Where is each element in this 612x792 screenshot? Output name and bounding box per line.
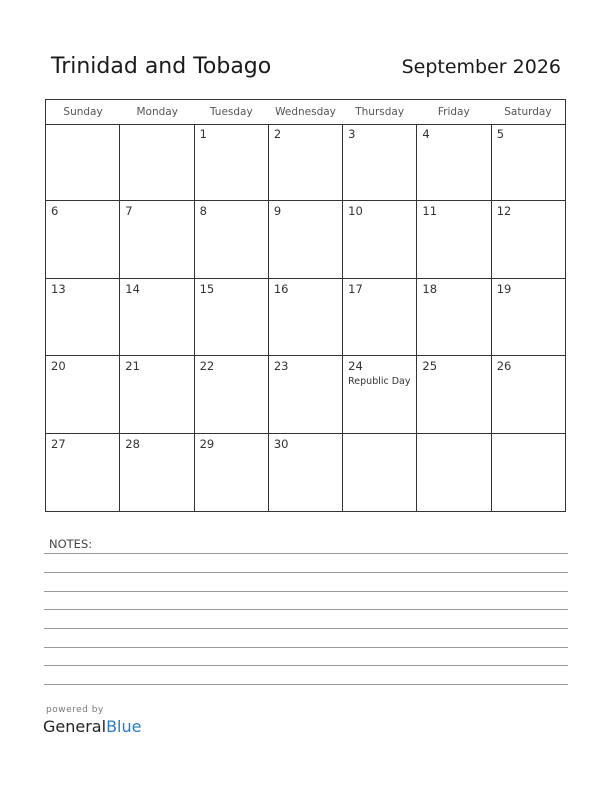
day-number: 11 (422, 204, 438, 219)
note-line (44, 684, 568, 685)
day-number: 4 (422, 127, 430, 141)
day-number: 13 (51, 281, 66, 296)
day-number: 27 (51, 436, 66, 451)
week-row (46, 201, 565, 278)
day-number: 5 (496, 127, 505, 141)
day-number: 20 (51, 359, 66, 374)
weekday-thursday: Thursday (355, 106, 405, 118)
note-line (44, 591, 568, 592)
note-line (44, 609, 568, 610)
month-year-title: September 2026 (401, 56, 561, 78)
day-cell (343, 124, 417, 200)
brand-general: General (43, 717, 107, 736)
day-cell (269, 279, 343, 355)
day-cell (417, 124, 491, 200)
day-cell (195, 434, 269, 511)
note-line (44, 572, 568, 573)
notes-label: NOTES: (49, 537, 93, 551)
day-cell (120, 356, 194, 432)
day-number: 24 (348, 359, 363, 374)
day-cell (120, 434, 194, 511)
weekday-saturday: Saturday (504, 106, 552, 118)
day-cell (195, 124, 269, 200)
weekday-monday: Monday (136, 106, 178, 118)
day-cell (343, 356, 417, 432)
day-cell (269, 124, 343, 200)
day-number: 6 (51, 204, 59, 219)
day-cell (269, 201, 343, 277)
day-cell (120, 279, 194, 355)
day-cell (417, 356, 491, 432)
weekday-sunday: Sunday (63, 106, 103, 118)
day-cell (46, 124, 120, 200)
day-cell (417, 434, 491, 511)
day-cell (46, 279, 120, 355)
day-number: 23 (273, 359, 289, 374)
day-number: 2 (273, 127, 282, 141)
day-cell (492, 356, 565, 432)
day-cell (46, 201, 120, 277)
day-number: 28 (125, 436, 140, 451)
brand-blue: Blue (106, 717, 142, 736)
day-cell (343, 201, 417, 277)
day-cell (417, 279, 491, 355)
day-number: 1 (199, 127, 207, 141)
weekday-friday: Friday (437, 106, 470, 118)
note-line (44, 553, 568, 554)
day-cell (492, 201, 565, 277)
holiday-label: Republic Day (348, 376, 411, 388)
day-number: 22 (199, 359, 215, 374)
day-number: 30 (273, 436, 289, 451)
day-cell (343, 434, 417, 511)
note-line (44, 647, 568, 648)
day-number: 7 (125, 204, 133, 219)
day-cell (195, 201, 269, 277)
day-number: 14 (125, 281, 140, 296)
day-cell (46, 434, 120, 511)
generalblue-logo (43, 717, 141, 736)
day-cell (120, 201, 194, 277)
day-number: 12 (496, 204, 512, 219)
weeks-container (46, 124, 565, 511)
day-cell (195, 279, 269, 355)
week-row (46, 124, 565, 201)
powered-by-text: powered by (46, 705, 104, 715)
day-number: 16 (273, 281, 289, 296)
day-number: 18 (422, 281, 438, 296)
day-number: 25 (422, 359, 438, 374)
day-cell (492, 279, 565, 355)
weekday-tuesday: Tuesday (209, 106, 253, 118)
weekday-header-row (46, 100, 565, 125)
day-number: 19 (496, 281, 512, 296)
week-row (46, 279, 565, 356)
day-number: 26 (496, 359, 512, 374)
day-number: 9 (273, 204, 282, 219)
day-cell (46, 356, 120, 432)
week-row (46, 356, 565, 433)
day-cell (492, 124, 565, 200)
day-cell (195, 356, 269, 432)
note-line (44, 628, 568, 629)
day-cell (120, 124, 194, 200)
day-cell (269, 434, 343, 511)
note-line (44, 665, 568, 666)
day-cell (492, 434, 565, 511)
day-number: 3 (348, 127, 356, 141)
weekday-wednesday: Wednesday (275, 106, 336, 118)
day-number: 29 (199, 436, 215, 451)
week-row (46, 434, 565, 511)
day-cell (343, 279, 417, 355)
day-number: 17 (348, 281, 363, 296)
day-cell (269, 356, 343, 432)
day-number: 10 (348, 204, 363, 219)
day-number: 21 (125, 359, 140, 374)
country-title: Trinidad and Tobago (51, 54, 272, 79)
day-cell (417, 201, 491, 277)
calendar-grid (45, 99, 566, 512)
day-number: 8 (199, 204, 207, 219)
day-number: 15 (199, 281, 215, 296)
